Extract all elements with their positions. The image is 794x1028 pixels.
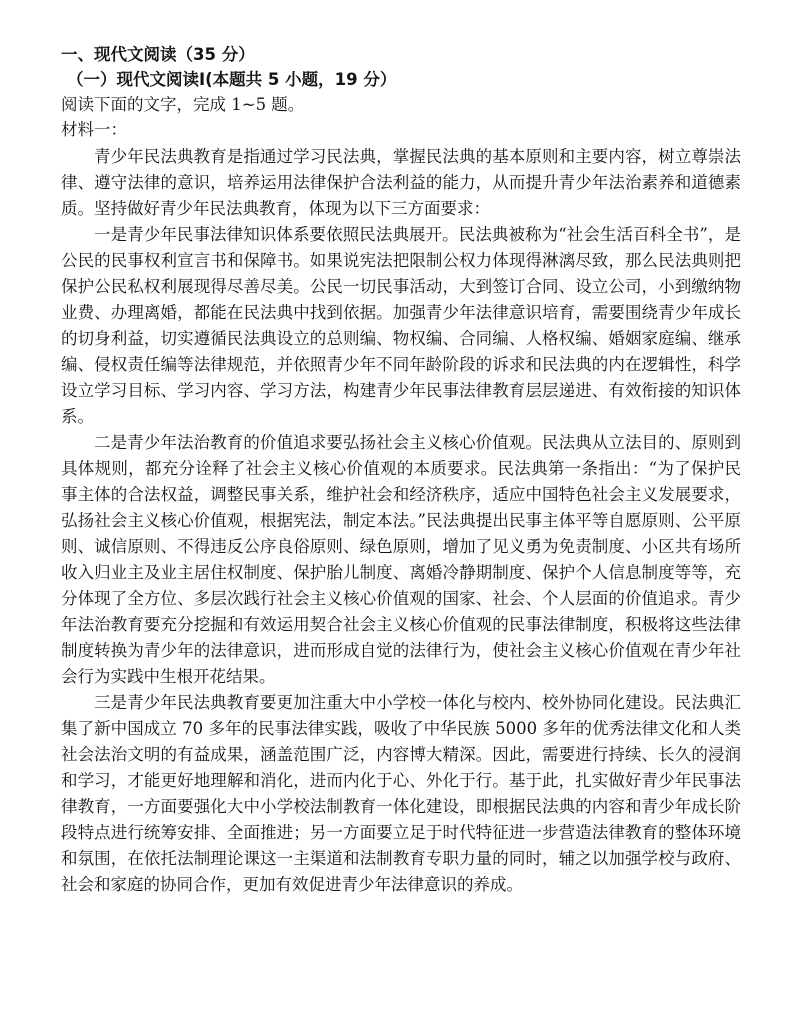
document-page — [61, 42, 741, 898]
paragraph-three: 三是青少年民法典教育要更加注重大中小学校一体化与校内、校外协同化建设。民法典汇集了新中国成立 70 多年的民事法律实践，吸收了中华民族 5000 多年的优秀法律文化和人类社会法治文明的有益成果，涵盖范围广泛，内容博大精深。因此，需要进行持续、长久的浸润和学习，才能更好地理解和消化，进而内化于心、外化于行。基于此，扎实做好青少年民事法律教育，一方面要强化大中小学校法制教育一体化建设，即根据民法典的内容和青少年成长阶段特点进行统筹安排、全面推进；另一方面要立足于时代特征进一步营造法律教育的整体环境和氛围，在依托法制理论课这一主渠道和法制教育专职力量的同时，辅之以加强学校与政府、社会和家庭的协同合作，更加有效促进青少年法律意识的养成。 — [61, 693, 741, 894]
instruction-text: 阅读下面的文字，完成 1~5 题。 — [61, 95, 305, 114]
material-label: 材料一： — [61, 120, 127, 139]
paragraph-intro: 青少年民法典教育是指通过学习民法典，掌握民法典的基本原则和主要内容，树立尊崇法律、遵守法律的意识，培养运用法律保护合法利益的能力，从而提升青少年法治素养和道德素质。坚持做好青少年民法典教育，体现为以下三方面要求： — [61, 147, 741, 218]
paragraph-one: 一是青少年民事法律知识体系要依照民法典展开。民法典被称为“社会生活百科全书”，是公民的民事权利宣言书和保障书。如果说宪法把限制公权力体现得淋漓尽致，那么民法典则把保护公民私权利展现得尽善尽美。公民一切民事活动，大到签订合同、设立公司，小到缴纳物业费、办理离婚，都能在民法典中找到依据。加强青少年法律意识培育，需要围绕青少年成长的切身利益，切实遵循民法典设立的总则编、物权编、合同编、人格权编、婚姻家庭编、继承编、侵权责任编等法律规范，并依照青少年不同年龄阶段的诉求和民法典的内在逻辑性，科学设立学习目标、学习内容、学习方法，构建青少年民事法律教育层层递进、有效衔接的知识体系。 — [61, 225, 741, 426]
article-body — [61, 144, 741, 898]
paragraph-two: 二是青少年法治教育的价值追求要弘扬社会主义核心价值观。民法典从立法目的、原则到具体规则，都充分诠释了社会主义核心价值观的本质要求。民法典第一条指出：“为了保护民事主体的合法权益，调整民事关系，维护社会和经济秩序，适应中国特色社会主义发展要求，弘扬社会主义核心价值观，根据宪法，制定本法。”民法典提出民事主体平等自愿原则、公平原则、诚信原则、不得违反公序良俗原则、绿色原则，增加了见义勇为免责制度、小区共有场所收入归业主及业主居住权制度、保护胎儿制度、离婚冷静期制度、保护个人信息制度等等，充分体现了全方位、多层次践行社会主义核心价值观的国家、社会、个人层面的价值追求。青少年法治教育要充分挖掘和有效运用契合社会主义核心价值观的民事法律制度，积极将这些法律制度转换为青少年的法律意识，进而形成自觉的法律行为，使社会主义核心价值观在青少年社会行为实践中生根开花结果。 — [61, 433, 741, 686]
subsection-title: （一）现代文阅读Ⅰ(本题共 5 小题，19 分） — [67, 70, 397, 89]
section-title: 一、现代文阅读（35 分） — [61, 45, 255, 64]
